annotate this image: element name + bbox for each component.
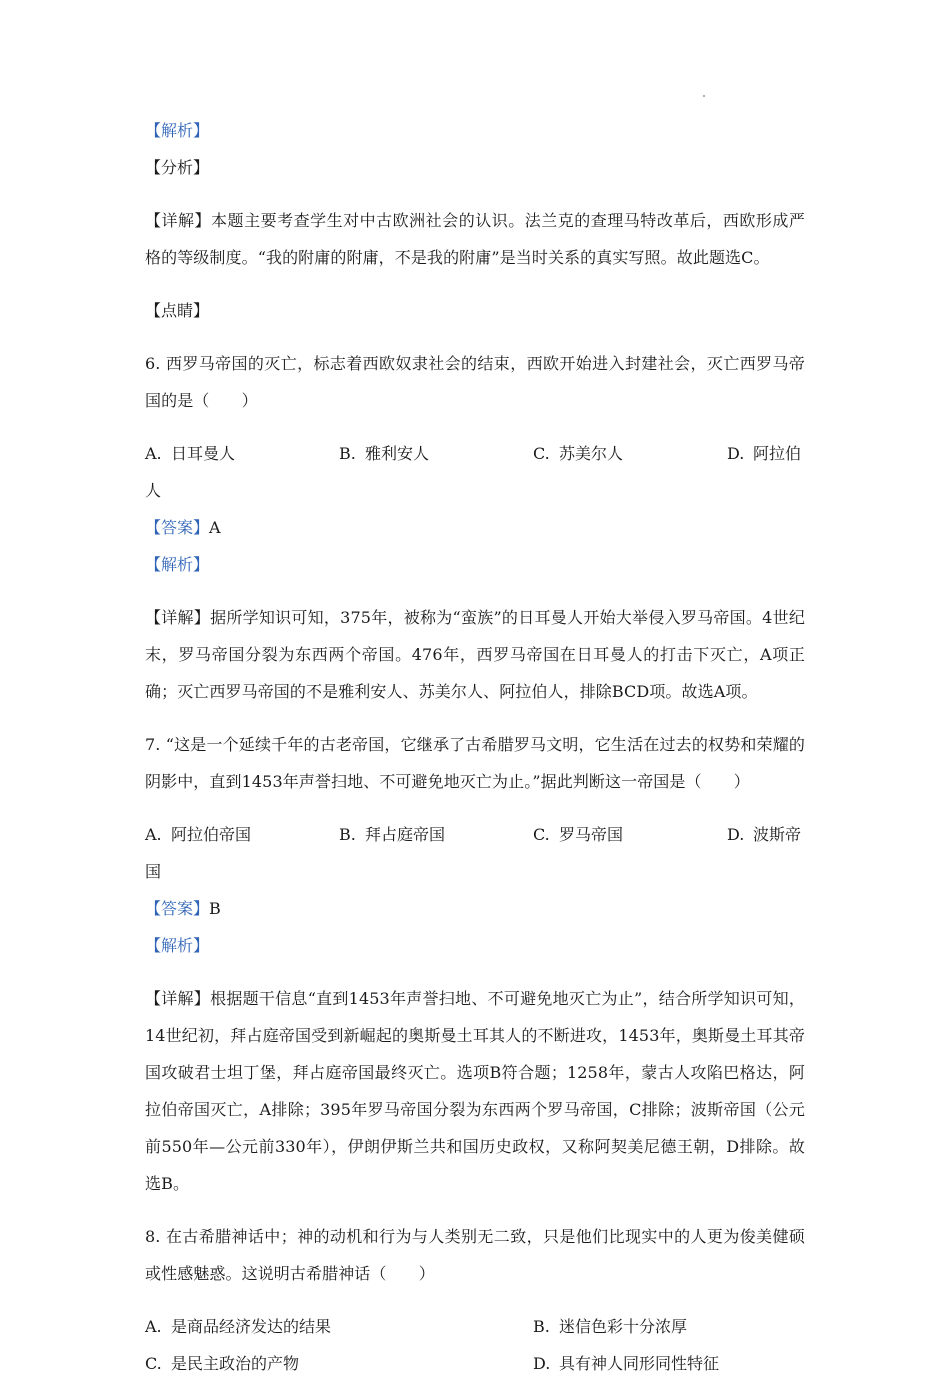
q8-options-row2 (145, 1345, 805, 1382)
jiexi-heading: 【解析】 (145, 121, 210, 140)
q6-option-d: D. 阿拉伯 (727, 444, 802, 463)
q8-option-d: D. 具有神人同形同性特征 (533, 1354, 720, 1373)
q8-option-c: C. 是民主政治的产物 (145, 1354, 300, 1373)
q6-option-c: C. 苏美尔人 (533, 444, 624, 463)
q6-stem: 6. 西罗马帝国的灭亡，标志着西欧奴隶社会的结束，西欧开始进入封建社会，灭亡西罗马帝国的是（ ） (145, 354, 805, 410)
q8-option-a: A. 是商品经济发达的结果 (145, 1317, 332, 1336)
q8-option-b: B. 迷信色彩十分浓厚 (533, 1317, 688, 1336)
xiangjie-text: 根据题干信息“直到1453年声誉扫地、不可避免地灭亡为止”，结合所学知识可知，14世纪初，拜占庭帝国受到新崛起的奥斯曼土耳其人的不断进攻，1453年，奥斯曼土耳其帝国攻破君士坦丁堡，拜占庭帝国最终灭亡。选项B符合题；1258年，蒙古人攻陷巴格达，阿拉伯帝国灭亡，A排除；395年罗马帝国分裂为东西两个罗马帝国，C排除；波斯帝国（公元前550年—公元前330年），伊朗伊斯兰共和国历史政权，又称阿契美尼德王朝，D排除。故选B。 (145, 989, 805, 1193)
q7-xiangjie (145, 980, 805, 1202)
fenxi-heading: 【分析】 (145, 158, 210, 177)
q6-jiexi-heading: 【解析】 (145, 555, 210, 574)
q7-option-b: B. 拜占庭帝国 (339, 825, 446, 844)
answer-value: A (209, 518, 221, 537)
q7-option-d-wrap: 国 (145, 862, 162, 881)
q6-option-a: A. 日耳曼人 (145, 444, 236, 463)
q7-answer (145, 890, 805, 927)
answer-value: B (209, 899, 221, 918)
xiangjie-tag: 【详解】 (145, 211, 212, 230)
q8-stem: 8. 在古希腊神话中；神的动机和行为与人类别无二致，只是他们比现实中的人更为俊美健硕或性感魅惑。这说明古希腊神话（ ） (145, 1227, 805, 1283)
answer-tag: 【答案】 (145, 899, 210, 918)
q7-jiexi-heading: 【解析】 (145, 936, 210, 955)
q6-option-d-wrap: 人 (145, 481, 162, 500)
dianjing-heading: 【点睛】 (145, 301, 210, 320)
top-xiangjie (145, 202, 805, 276)
q6-option-b: B. 雅利安人 (339, 444, 430, 463)
q8-options-row1 (145, 1308, 805, 1345)
q7-option-d: D. 波斯帝 (727, 825, 802, 844)
scan-dot (703, 95, 705, 97)
q7-stem: 7. “这是一个延续千年的古老帝国，它继承了古希腊罗马文明，它生活在过去的权势和荣耀的阴影中，直到1453年声誉扫地、不可避免地灭亡为止。”据此判断这一帝国是（ ） (145, 735, 805, 791)
q7-option-a: A. 阿拉伯帝国 (145, 825, 252, 844)
xiangjie-text: 据所学知识可知，375年，被称为“蛮族”的日耳曼人开始大举侵入罗马帝国。4世纪末，罗马帝国分裂为东西两个帝国。476年，西罗马帝国在日耳曼人的打击下灭亡，A项正确；灭亡西罗马帝国的不是雅利安人、苏美尔人、阿拉伯人，排除BCD项。故选A项。 (145, 608, 805, 701)
q7-option-c: C. 罗马帝国 (533, 825, 624, 844)
exam-page (145, 112, 805, 1382)
xiangjie-tag: 【详解】 (145, 608, 211, 627)
q7-options (145, 816, 805, 853)
xiangjie-tag: 【详解】 (145, 989, 211, 1008)
q6-options (145, 435, 805, 472)
q6-answer (145, 509, 805, 546)
xiangjie-text: 本题主要考查学生对中古欧洲社会的认识。法兰克的查理马特改革后，西欧形成严格的等级制度。“我的附庸的附庸，不是我的附庸”是当时关系的真实写照。故此题选C。 (145, 211, 805, 267)
q6-xiangjie (145, 599, 805, 710)
answer-tag: 【答案】 (145, 518, 210, 537)
